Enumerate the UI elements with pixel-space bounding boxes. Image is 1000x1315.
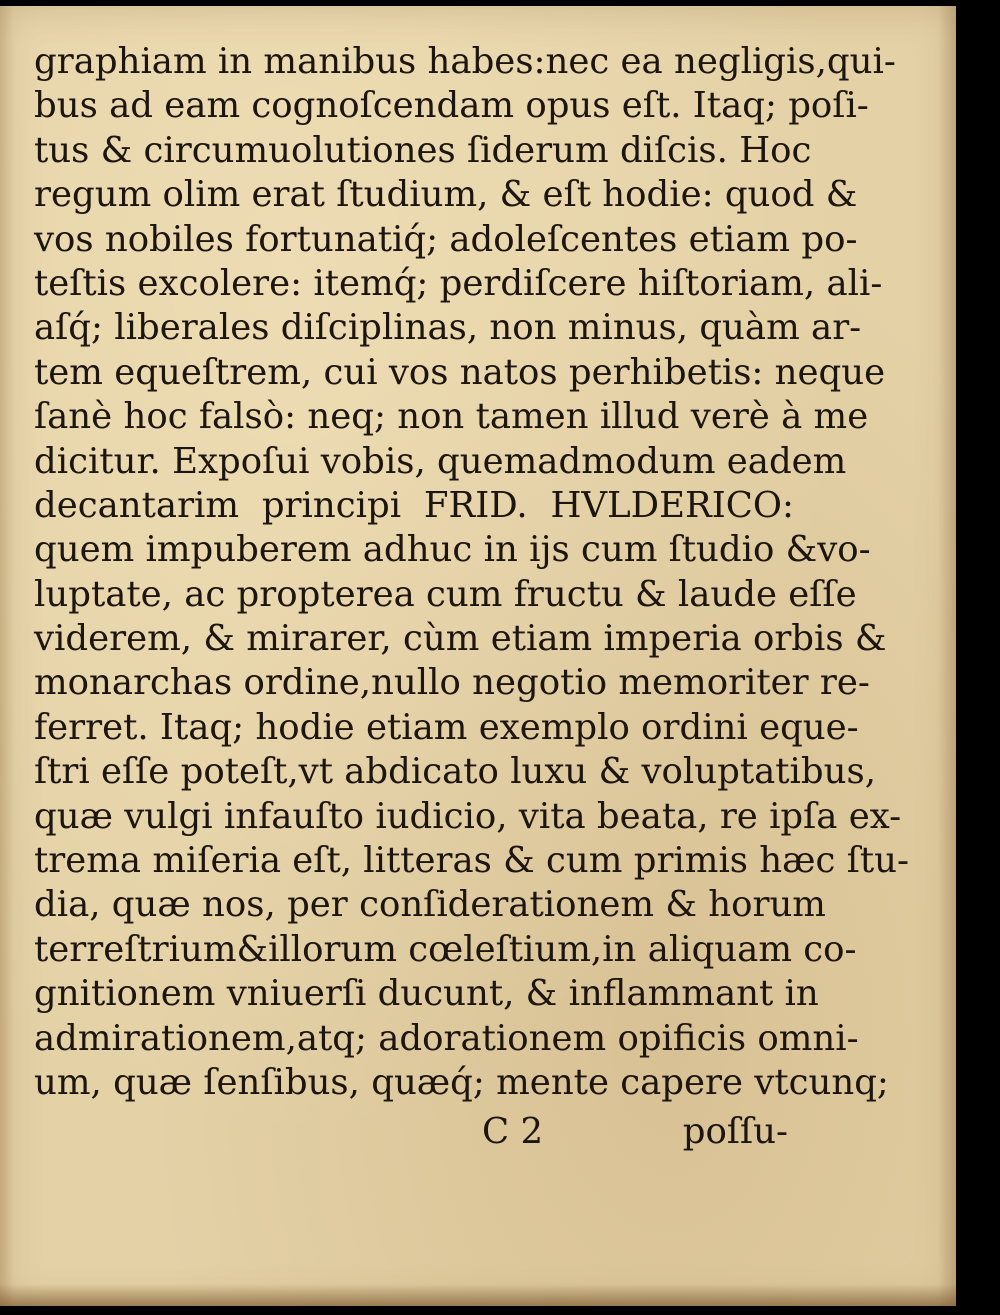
text-line: um, quæ ſenſibus, quæq́; mente capere vtcunq; <box>34 1061 889 1103</box>
text-line: luptate, ac propterea cum fructu & laude eſſe <box>34 573 857 615</box>
text-line: decantarim principi FRID. HVLDERICO: <box>34 484 794 526</box>
text-line: trema miſeria eſt, litteras & cum primis hæc ſtu- <box>34 840 909 882</box>
signature-mark: C 2 <box>482 1111 544 1152</box>
page-footer <box>34 1110 794 1154</box>
text-line: aſq́; liberales diſciplinas, non minus, quàm ar- <box>34 307 862 349</box>
text-line: ſanè hoc falsò: neq; non tamen illud verè à me <box>34 396 869 438</box>
text-line: monarchas ordine,nullo negotio memoriter re- <box>34 662 870 704</box>
page-bottom-edge <box>0 1284 956 1306</box>
text-line: gnitionem vniuerſi ducunt, & inflammant in <box>34 973 819 1015</box>
text-line: admirationem,atq; adorationem opificis omni- <box>34 1017 859 1059</box>
body-text <box>34 40 909 1105</box>
text-line: regum olim erat ſtudium, & eſt hodie: quod & <box>34 174 858 216</box>
text-line: bus ad eam cognoſcendam opus eſt. Itaq; poſi- <box>34 85 869 127</box>
text-line: tem equeſtrem, cui vos natos perhibetis: neque <box>34 351 886 393</box>
text-line: teſtis excolere: itemq́; perdiſcere hiſtoriam, ali- <box>34 262 883 304</box>
text-line: viderem, & mirarer, cùm etiam imperia orbis & <box>34 618 887 660</box>
text-line: dicitur. Expoſui vobis, quemadmodum eadem <box>34 440 847 482</box>
text-line: ferret. Itaq; hodie etiam exemplo ordini eque- <box>34 706 859 748</box>
text-line: quæ vulgi infauſto iudicio, vita beata, re ipſa ex- <box>34 795 902 837</box>
text-line: tus & circumuolutiones ſiderum diſcis. Hoc <box>34 129 812 171</box>
book-page <box>0 6 956 1306</box>
text-line: terreſtrium&illorum cœleſtium,in aliquam co- <box>34 928 857 970</box>
text-line: vos nobiles fortunatiq́; adoleſcentes etiam po- <box>34 218 858 260</box>
text-line: ſtri eſſe poteſt,vt abdicato luxu & voluptatibus, <box>34 751 876 793</box>
text-line: quem impuberem adhuc in ijs cum ſtudio &vo- <box>34 529 871 571</box>
text-line: graphiam in manibus habes:nec ea negligis,qui- <box>34 41 896 82</box>
text-line: dia, quæ nos, per conſiderationem & horum <box>34 884 826 926</box>
catchword: poſſu- <box>682 1111 788 1152</box>
